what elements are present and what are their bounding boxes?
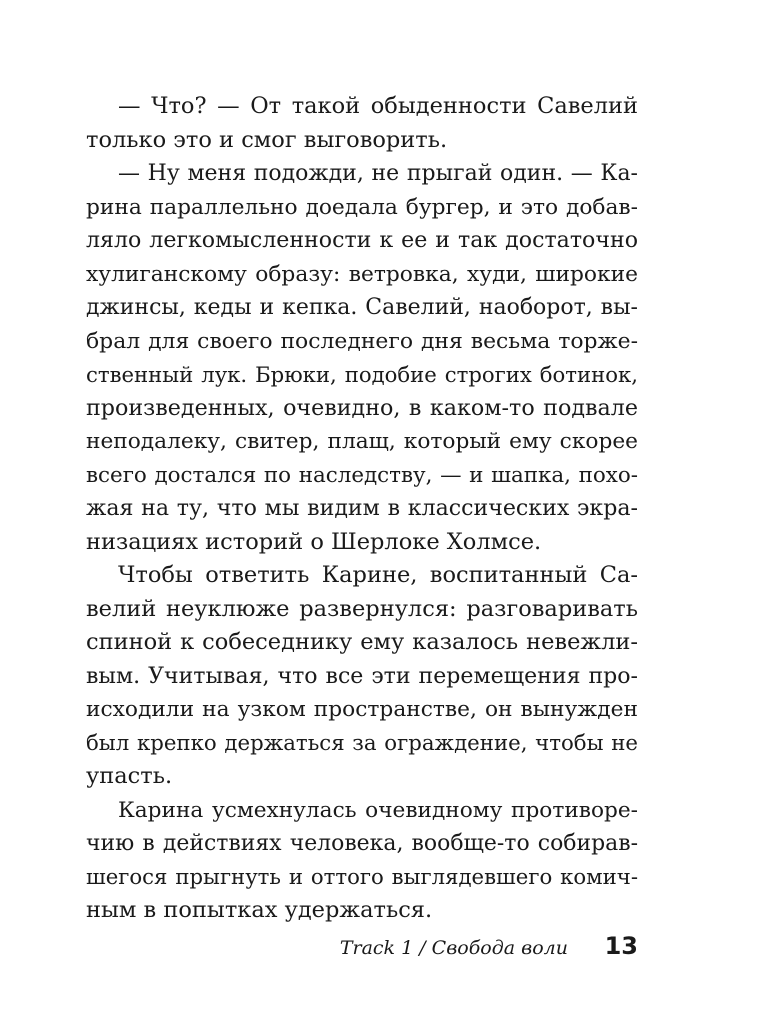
text-line: был крепко держаться за ограждение, чтобы не xyxy=(86,730,638,756)
text-line: жая на ту, что мы видим в классических экра- xyxy=(86,495,638,521)
text-line: ственный лук. Брюки, подобие строгих ботинок, xyxy=(86,362,638,387)
running-head: Track 1 / Свобода воли xyxy=(339,937,568,959)
text-line: хулиганскому образу: ветровка, худи, широкие xyxy=(86,261,638,287)
text-line: ным в попытках удержаться. xyxy=(86,897,433,923)
text-line: шегося прыгнуть и оттого выглядевшего комич- xyxy=(86,864,638,890)
body-text xyxy=(86,90,638,928)
text-line: исходили на узком пространстве, он вынужден xyxy=(86,697,638,722)
text-line: вым. Учитывая, что все эти перемещения про- xyxy=(86,663,638,689)
text-line: брал для своего последнего дня весьма торже- xyxy=(86,328,638,354)
text-line: всего достался по наследству, — и шапка, похо- xyxy=(86,462,638,488)
text-line: — Ну меня подожди, не прыгай один. — Ка- xyxy=(118,161,638,186)
text-line: произведенных, очевидно, в каком-то подвале xyxy=(86,394,638,421)
text-line: — Что? — От такой обыденности Савелий xyxy=(118,93,638,119)
page-footer xyxy=(118,930,638,966)
page-number: 13 xyxy=(604,932,638,960)
text-line: низациях историй о Шерлоке Холмсе. xyxy=(86,528,542,555)
text-line: рина параллельно доедала бургер, и это добав- xyxy=(86,194,638,220)
text-line: джинсы, кеды и кепка. Савелий, наоборот, вы- xyxy=(86,295,638,320)
text-line: только это и смог выговорить. xyxy=(86,126,448,153)
text-line: Карина усмехнулась очевидному противоре- xyxy=(118,797,638,823)
text-line: чию в действиях человека, вообще-то собирав- xyxy=(86,831,638,856)
text-line: неподалеку, свитер, плащ, который ему скорее xyxy=(86,429,638,454)
text-line: ляло легкомысленности к ее и так достаточно xyxy=(86,227,638,253)
text-line: Чтобы ответить Карине, воспитанный Са- xyxy=(118,562,638,588)
text-line: спиной к собеседнику ему казалось невежли- xyxy=(86,629,638,655)
text-line: упасть. xyxy=(86,763,173,789)
text-line: велий неуклюже развернулся: разговаривать xyxy=(86,595,638,622)
